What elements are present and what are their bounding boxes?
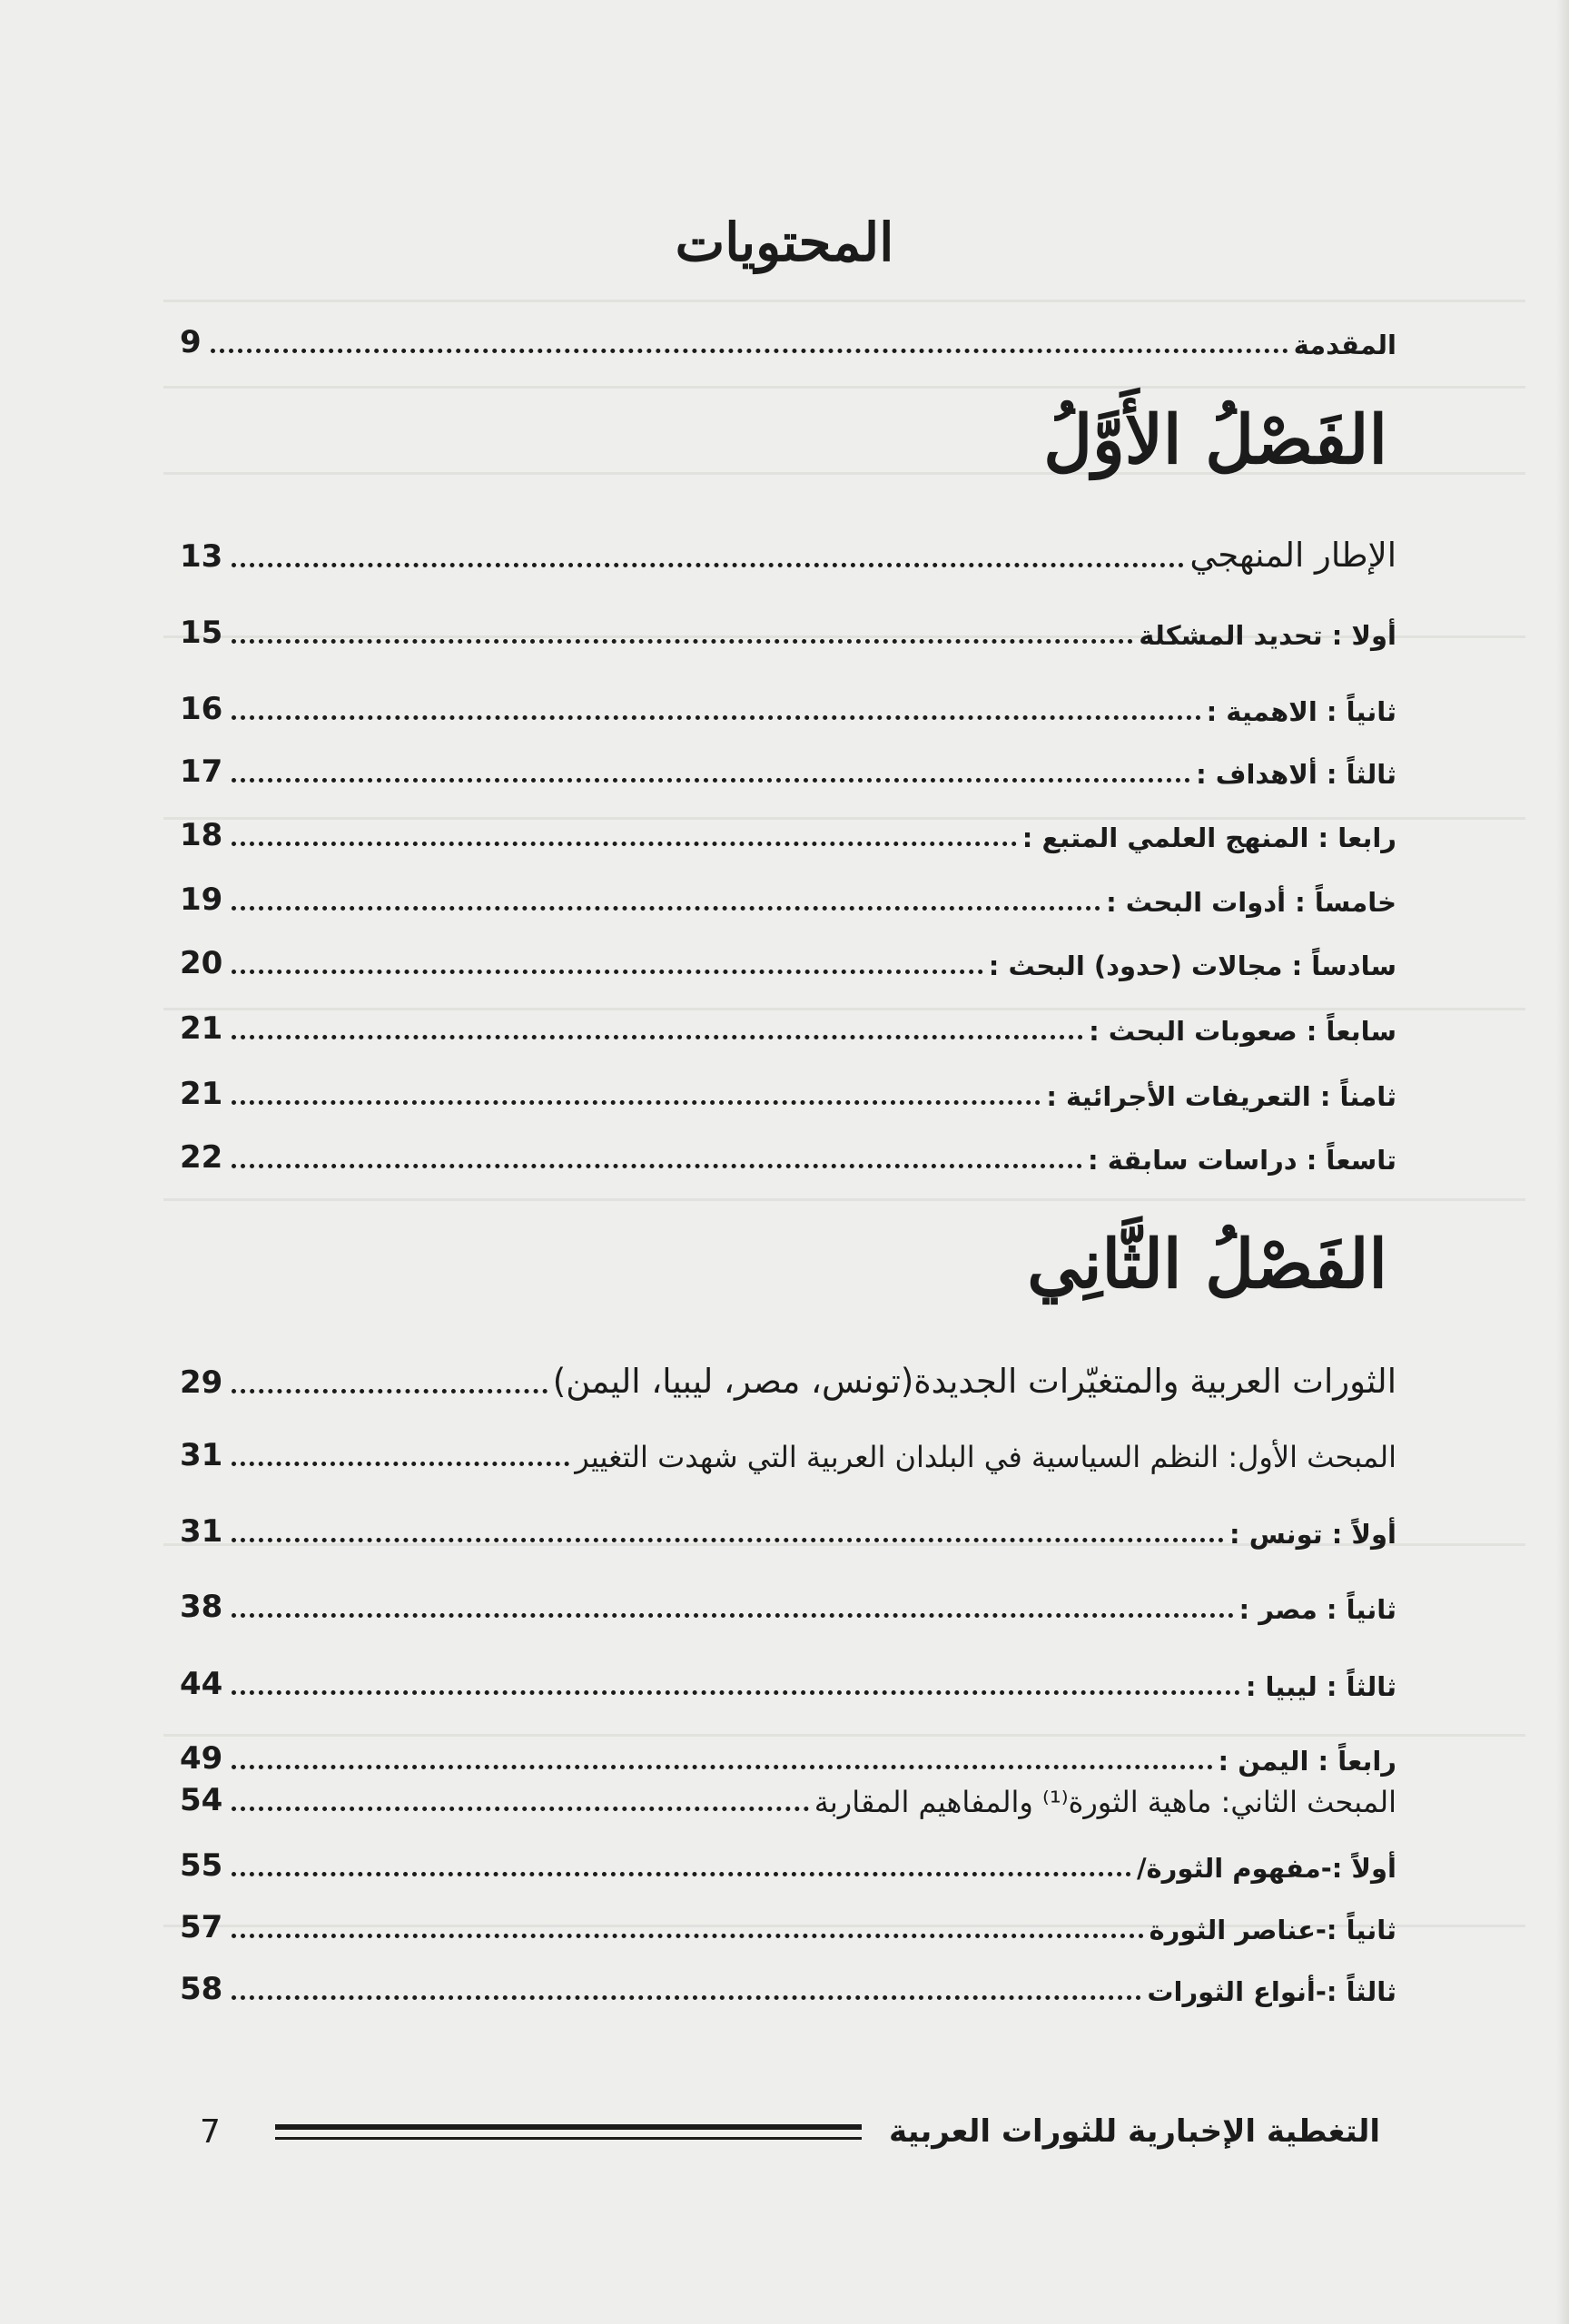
entry-page: 29 [180, 1364, 223, 1402]
entry-title: ثانياً :-عناصر الثورة [1149, 1915, 1396, 1946]
entry-title: ثانياً : الاهمية : [1206, 696, 1396, 728]
toc-mabhath-2[interactable] [180, 1768, 1396, 1819]
toc-entry[interactable] [180, 740, 1396, 791]
dot-leader [232, 1462, 569, 1466]
toc-section-arab-revolutions[interactable] [180, 1351, 1396, 1402]
entry-title: ثالثاً : ليبيا : [1245, 1671, 1396, 1703]
toc-entry[interactable] [180, 1126, 1396, 1177]
toc-entry[interactable] [180, 868, 1396, 919]
dot-leader [232, 1100, 1041, 1105]
toc-entry[interactable] [180, 997, 1396, 1048]
page-title: المحتويات [675, 212, 894, 273]
toc-mabhath-1[interactable] [180, 1423, 1396, 1474]
page-number: 7 [200, 2112, 221, 2151]
entry-title: الإطار المنهجي [1189, 535, 1396, 575]
running-title: التغطية الإخبارية للثورات العربية [889, 2113, 1380, 2150]
entry-title: المبحث الثاني: ماهية الثورة⁽¹⁾ والمفاهيم المقاربة [814, 1784, 1396, 1819]
entry-page: 44 [180, 1666, 223, 1703]
toc-entry[interactable] [180, 1500, 1396, 1551]
toc-entry[interactable] [180, 803, 1396, 854]
entry-page: 13 [180, 538, 223, 576]
dot-leader [232, 1164, 1082, 1168]
toc-entry[interactable] [180, 677, 1396, 728]
entry-title: أولاً : تونس : [1229, 1519, 1396, 1551]
entry-title: رابعاً : اليمن : [1218, 1746, 1396, 1777]
dot-leader [232, 639, 1133, 644]
entry-page: 54 [180, 1782, 223, 1819]
dot-leader [211, 349, 1288, 353]
entry-page: 9 [180, 324, 202, 361]
toc-entry[interactable] [180, 1062, 1396, 1113]
dot-leader [232, 1872, 1131, 1876]
entry-page: 49 [180, 1740, 223, 1777]
dot-leader [232, 778, 1190, 783]
entry-title: ثالثاً :-أنواع الثورات [1147, 1976, 1396, 2008]
entry-title: أولاً :-مفهوم الثورة/ [1136, 1853, 1396, 1885]
toc-entry[interactable] [180, 1834, 1396, 1885]
entry-title: الثورات العربية والمتغيّرات الجديدة(تونس، مصر، ليبيا، اليمن) [552, 1361, 1396, 1401]
entry-page: 21 [180, 1076, 223, 1113]
entry-page: 57 [180, 1909, 223, 1946]
footer-rule [275, 2124, 862, 2140]
entry-page: 20 [180, 945, 223, 982]
entry-title: سادساً : مجالات (حدود) البحث : [988, 950, 1396, 982]
entry-title: ثانياً : مصر : [1238, 1594, 1396, 1626]
page-edge-shadow [1556, 0, 1569, 2324]
dot-leader [232, 906, 1100, 911]
dot-leader [232, 1934, 1143, 1938]
toc-entry[interactable] [180, 601, 1396, 652]
toc-entry-intro[interactable] [180, 310, 1396, 361]
entry-title: المبحث الأول: النظم السياسية في البلدان العربية التي شهدت التغيير [575, 1439, 1396, 1474]
entry-page: 15 [180, 615, 223, 652]
entry-page: 58 [180, 1971, 223, 2008]
dot-leader [232, 970, 982, 974]
entry-title: ثالثاً : ألاهداف : [1196, 759, 1396, 791]
dot-leader [232, 1807, 808, 1811]
entry-page: 38 [180, 1589, 223, 1626]
toc-entry[interactable] [180, 1957, 1396, 2008]
show-through [163, 386, 1525, 389]
entry-page: 55 [180, 1847, 223, 1885]
entry-page: 31 [180, 1513, 223, 1551]
toc-section-methodology[interactable] [180, 525, 1396, 576]
dot-leader [232, 1613, 1233, 1618]
entry-page: 17 [180, 753, 223, 791]
entry-title: تاسعاً : دراسات سابقة : [1088, 1145, 1396, 1177]
dot-leader [232, 1538, 1224, 1542]
toc-entry[interactable] [180, 1896, 1396, 1946]
dot-leader [232, 1389, 547, 1393]
toc-entry[interactable] [180, 1652, 1396, 1703]
entry-page: 19 [180, 881, 223, 919]
dot-leader [232, 1995, 1141, 2000]
show-through [163, 300, 1525, 302]
entry-title: أولا : تحديد المشكلة [1139, 620, 1396, 652]
dot-leader [232, 715, 1200, 720]
dot-leader [232, 842, 1016, 846]
chapter-heading: الفَصْلُ الثَّانِي [1027, 1226, 1387, 1304]
entry-title: خامساً : أدوات البحث : [1106, 887, 1396, 919]
entry-page: 31 [180, 1437, 223, 1474]
chapter-heading: الفَصْلُ الأَوَّلُ [1043, 401, 1387, 479]
page-footer [200, 2104, 1380, 2159]
toc-entry[interactable] [180, 931, 1396, 982]
entry-title: ثامناً : التعريفات الأجرائية : [1046, 1081, 1396, 1113]
entry-page: 18 [180, 817, 223, 854]
dot-leader [232, 1035, 1083, 1039]
entry-page: 21 [180, 1010, 223, 1048]
dot-leader [232, 1690, 1240, 1695]
show-through [163, 1198, 1525, 1201]
entry-title: رابعا : المنهج العلمي المتبع : [1021, 822, 1396, 854]
entry-page: 16 [180, 691, 223, 728]
entry-title: سابعاً : صعوبات البحث : [1089, 1016, 1396, 1048]
toc-entry[interactable] [180, 1575, 1396, 1626]
entry-title: المقدمة [1293, 330, 1396, 361]
dot-leader [232, 563, 1184, 567]
entry-page: 22 [180, 1139, 223, 1177]
